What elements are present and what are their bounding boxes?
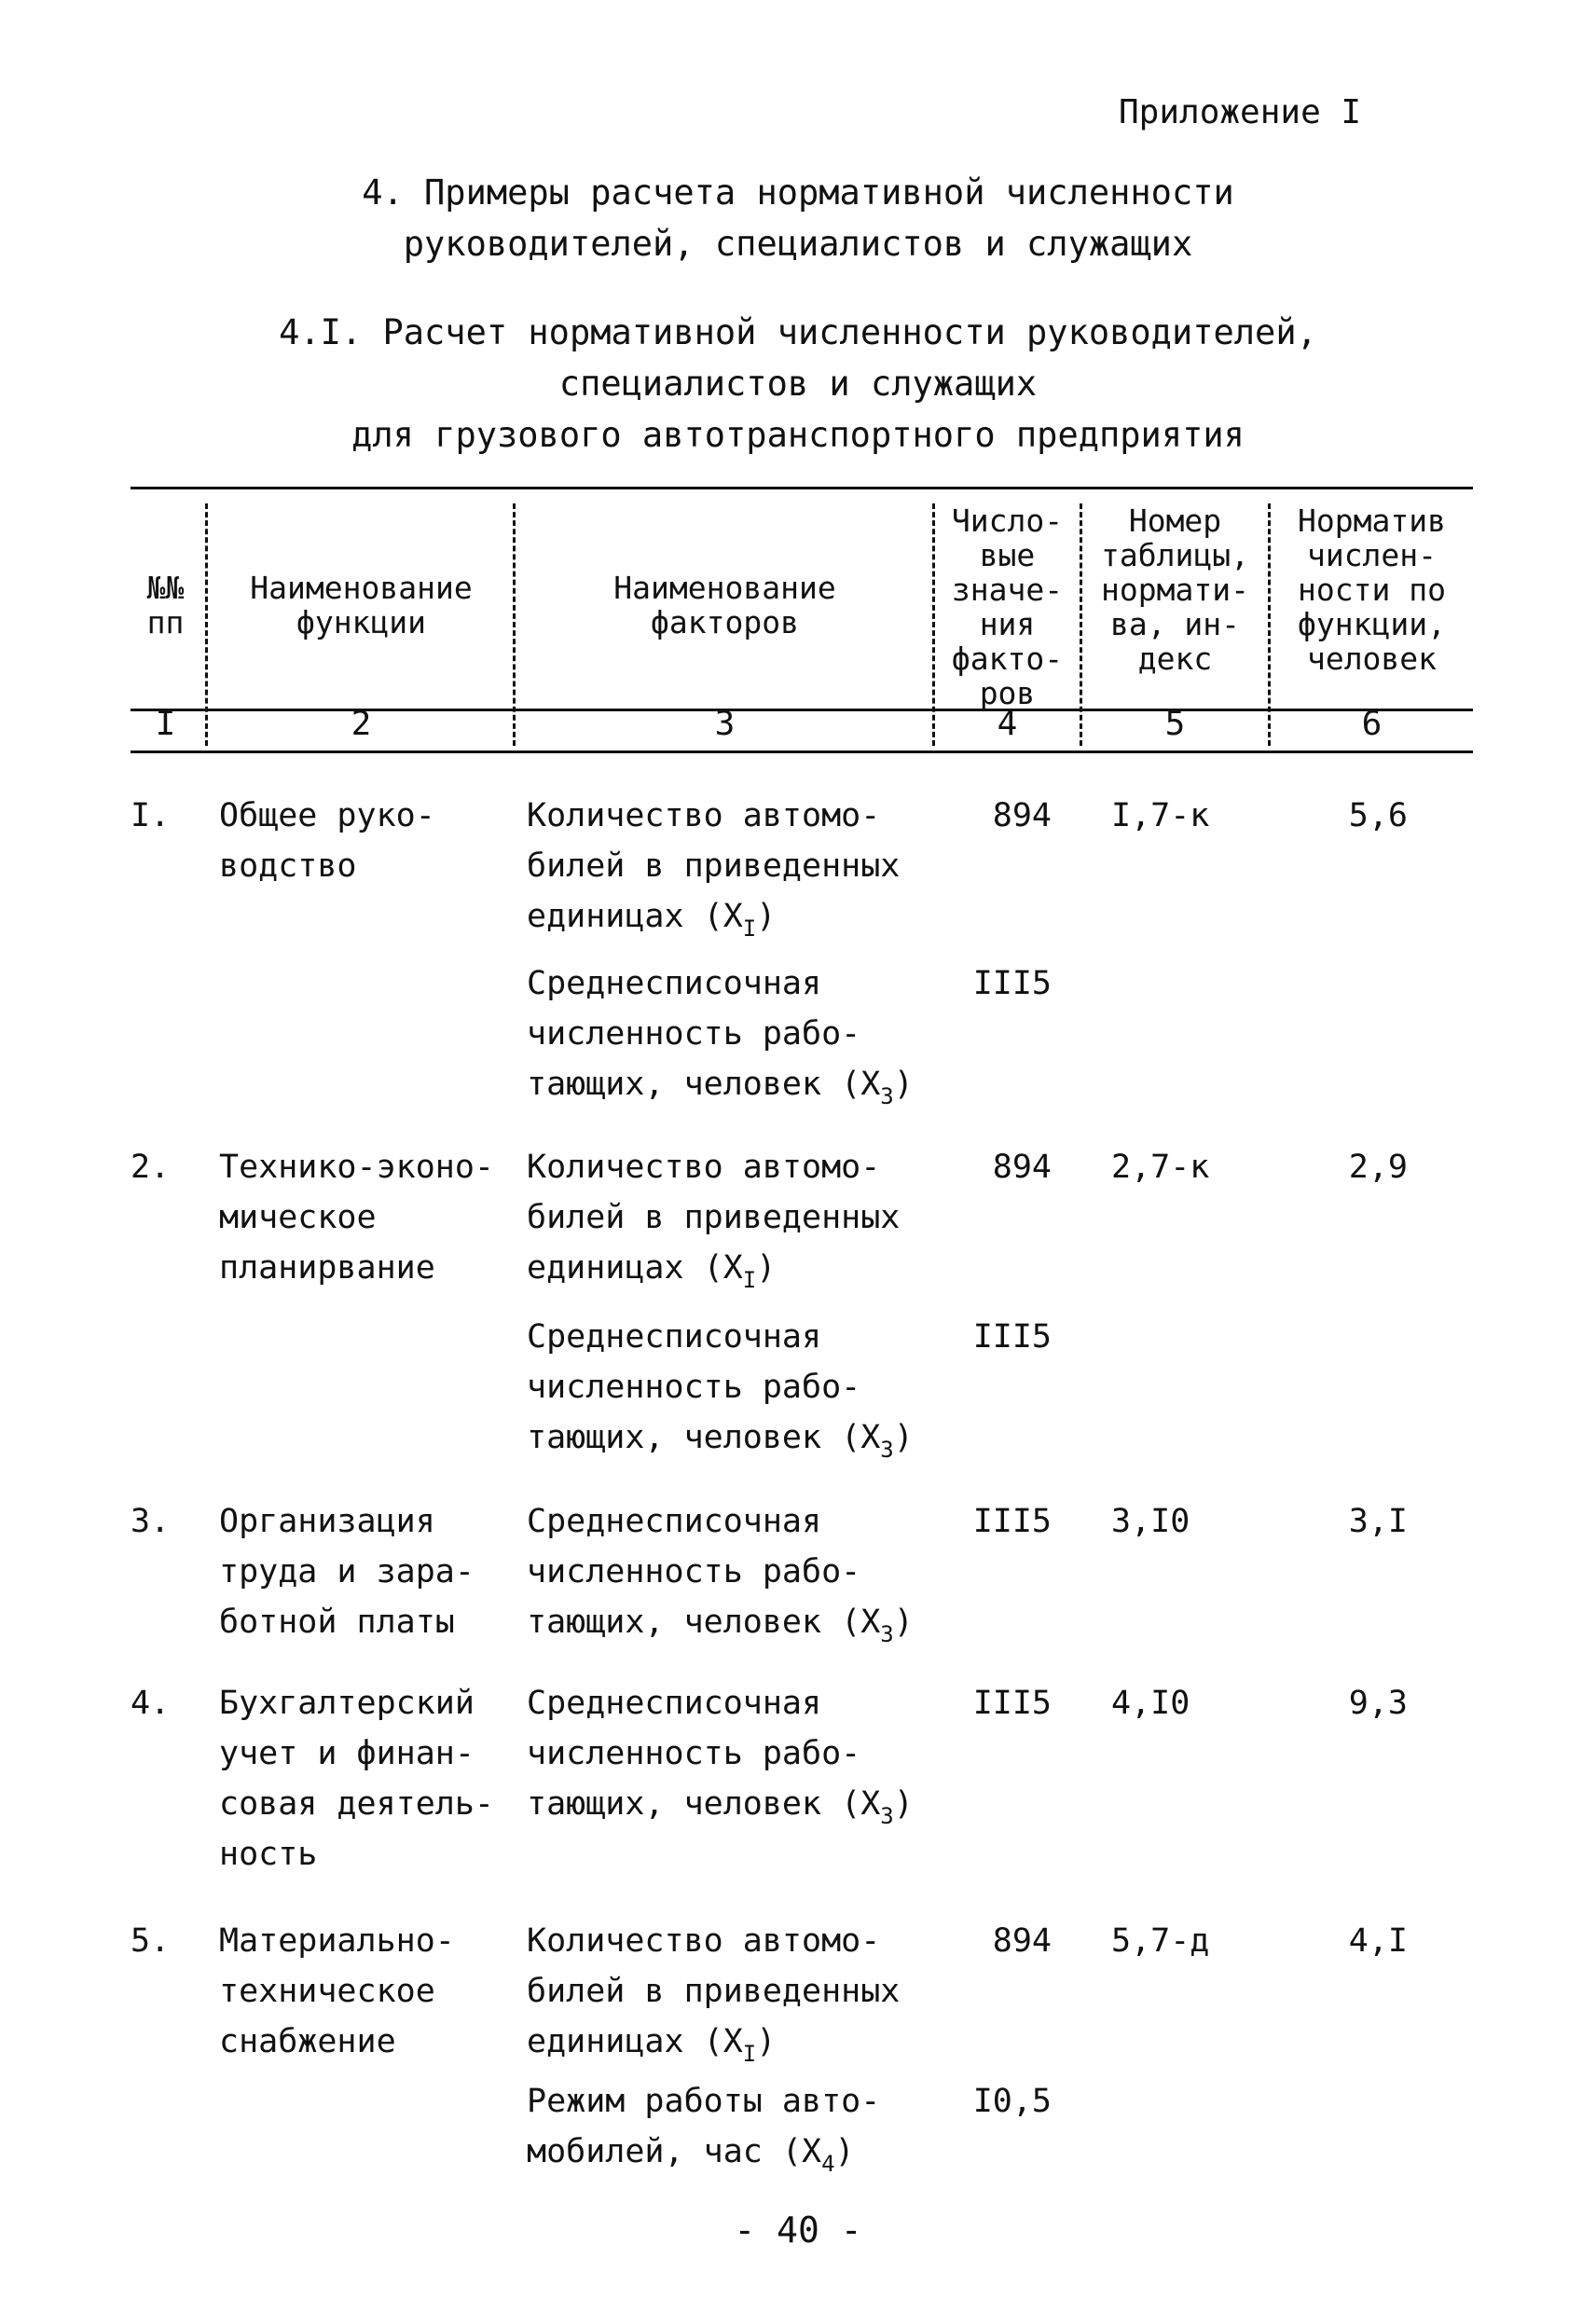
row-5-factor-2-value: I0,5 — [972, 2083, 1052, 2120]
row-5-table-ref: 5,7-д — [1111, 1922, 1210, 1960]
row-2-norm: 2,9 — [1348, 1149, 1408, 1186]
row-2-factor-1-value: 894 — [992, 1149, 1052, 1186]
header-col3: Наименование факторов — [613, 570, 836, 640]
column-number-5: 5 — [1164, 705, 1186, 743]
row-3-factor-1: Среднесписочная численность рабо- тающих, человек $(X_3)$ — [527, 1503, 914, 1647]
row-1-function: Общее руко- водство — [219, 797, 435, 885]
column-number-2: 2 — [351, 705, 372, 743]
row-4-norm: 9,3 — [1348, 1685, 1408, 1722]
row-3-factor-1-value: III5 — [972, 1503, 1052, 1540]
row-4-number: 4. — [131, 1685, 171, 1722]
row-2-table-ref: 2,7-к — [1111, 1149, 1210, 1186]
row-4-factor-1-value: III5 — [972, 1685, 1052, 1722]
header-col6: Норматив числен- ности по функции, человек — [1298, 503, 1446, 677]
row-5-norm: 4,I — [1348, 1922, 1408, 1960]
row-1-factor-2: Среднесписочная численность рабо- тающих, человек $(X_3)$ — [527, 965, 914, 1109]
appendix-label: Приложение I — [1119, 93, 1362, 131]
row-5-factor-2: Режим работы авто- мобилей, час $(X_4)$ — [527, 2083, 881, 2177]
subsection-title-line2: специалистов и служащих — [558, 364, 1038, 404]
header-col1: №№ пп — [146, 570, 185, 640]
table-top-rule — [131, 487, 1473, 489]
row-5-factor-1-value: 894 — [992, 1922, 1052, 1960]
header-col4: Число- вые значе- ния факто- ров — [951, 503, 1064, 711]
row-2-factor-2-value: III5 — [972, 1318, 1052, 1356]
subsection-title-line1: 4.I. Расчет нормативной численности руководителей, — [279, 312, 1317, 352]
row-3-table-ref: 3,I0 — [1111, 1503, 1190, 1540]
row-3-norm: 3,I — [1348, 1503, 1408, 1540]
column-number-3: 3 — [714, 705, 736, 743]
col-divider-2 — [513, 503, 516, 746]
column-number-1: I — [155, 705, 176, 743]
row-3-number: 3. — [131, 1503, 171, 1540]
row-1-table-ref: I,7-к — [1111, 797, 1210, 834]
row-4-function: Бухгалтерский учет и финан- совая деятель- ность — [219, 1685, 495, 1873]
row-1-factor-1: Количество автомо- билей в приведенных единицах $(X_I)$ — [527, 797, 901, 942]
section-title-line1: 4. Примеры расчета нормативной численности — [362, 172, 1234, 213]
row-5-factor-1: Количество автомо- билей в приведенных единицах $(X_I)$ — [527, 1922, 901, 2067]
row-2-factor-2: Среднесписочная численность рабо- тающих, человек $(X_3)$ — [527, 1318, 914, 1463]
row-4-factor-1: Среднесписочная численность рабо- тающих, человек $(X_3)$ — [527, 1685, 914, 1829]
colnum-bottom-rule — [131, 750, 1473, 753]
row-3-function: Организация труда и зара- ботной платы — [219, 1503, 475, 1641]
row-1-factor-1-value: 894 — [992, 797, 1052, 834]
row-4-table-ref: 4,I0 — [1111, 1685, 1190, 1722]
row-1-factor-2-value: III5 — [972, 965, 1052, 1002]
row-1-norm: 5,6 — [1348, 797, 1408, 834]
row-2-number: 2. — [131, 1149, 171, 1186]
column-number-6: 6 — [1361, 705, 1383, 743]
row-5-function: Материально- техническое снабжение — [219, 1922, 455, 2060]
column-number-4: 4 — [997, 705, 1018, 743]
row-5-number: 5. — [131, 1922, 171, 1960]
subsection-title-line3: для грузового автотранспортного предприятия — [351, 415, 1245, 455]
header-col5: Номер таблицы, нормати- ва, ин- декс — [1101, 503, 1249, 677]
row-1-number: I. — [131, 797, 171, 834]
row-2-function: Технико-эконо- мическое планирвание — [219, 1149, 495, 1287]
row-2-factor-1: Количество автомо- билей в приведенных единицах $(X_I)$ — [527, 1149, 901, 1293]
col-divider-1 — [205, 503, 208, 746]
header-col2: Наименование функции — [250, 570, 473, 640]
page-number: - 40 - — [734, 2210, 862, 2251]
section-title-line2: руководителей, специалистов и служащих — [403, 224, 1193, 264]
